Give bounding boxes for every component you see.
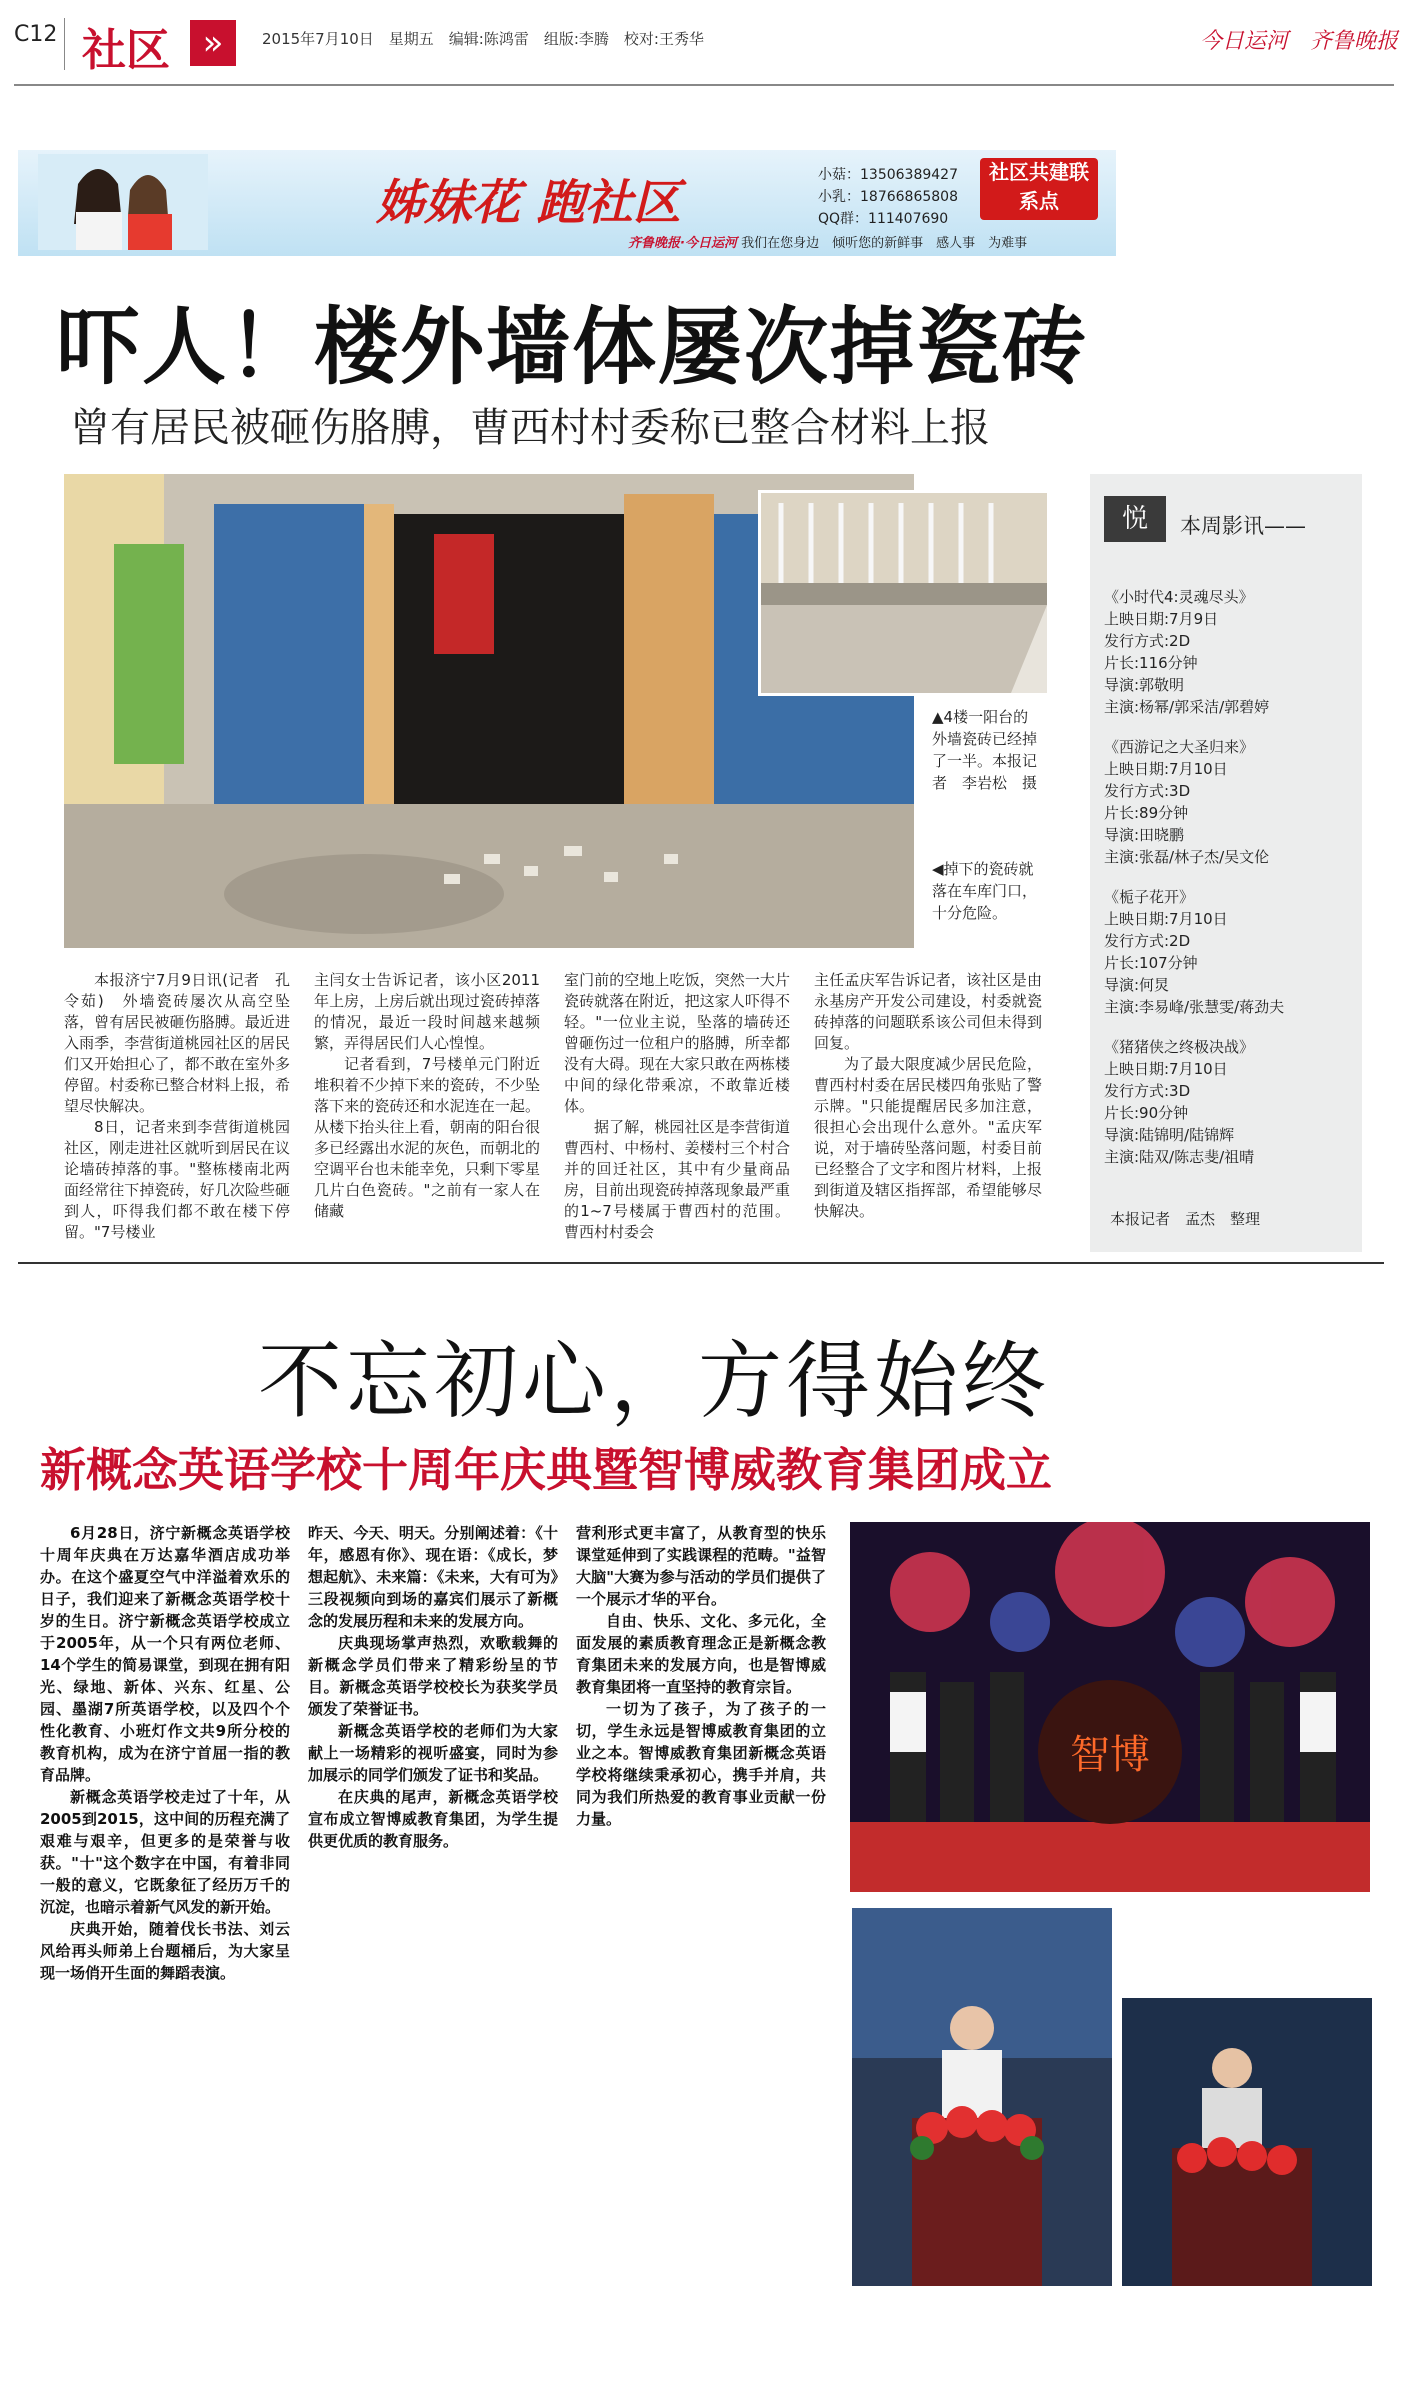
movie-cast: 主演:杨幂/郭采洁/郭碧婷: [1104, 698, 1270, 716]
movie-cast: 主演:李易峰/张慧雯/蒋劲夫: [1104, 998, 1285, 1016]
movie-director: 导演:郭敬明: [1104, 676, 1185, 694]
movie-director: 导演:田晓鹏: [1104, 826, 1185, 844]
movie-item: [1104, 886, 1354, 1018]
paragraph: 室门前的空地上吃饭，突然一大片瓷砖就落在附近，把这家人吓得不轻。"一位业主说，坠落的墙砖还曾砸伤过一位租户的胳膊，所幸都没有大碍。现在大家只敢在两栋楼中间的绿化带乘凉，不敢靠近楼体。: [564, 971, 790, 1115]
movie-date: 上映日期:7月10日: [1104, 1060, 1228, 1078]
paragraph: 庆典现场掌声热烈，欢歌载舞的新概念学员们带来了精彩纷呈的节目。新概念英语学校校长为获奖学员颁发了荣誉证书。: [308, 1634, 558, 1718]
sidebar-title: 本周影讯——: [1180, 514, 1306, 538]
masthead-info: 2015年7月10日 星期五 编辑:陈鸿雷 组版:李腾 校对:王秀华: [262, 30, 704, 48]
second-speaker-photo: [1122, 1998, 1372, 2286]
movie-date: 上映日期:7月9日: [1104, 610, 1219, 628]
banner-slogan-text: 我们在您身边 倾听您的新鲜事 感人事 为难事: [741, 236, 1028, 251]
masthead-divider: [64, 18, 65, 70]
movie-director: 导演:何炅: [1104, 976, 1170, 994]
paragraph: 新概念英语学校走过了十年，从2005到2015，这中间的历程充满了艰难与艰辛，但更多的是荣誉与收获。"十"这个数字在中国，有着非同一般的意义，它既象征了经历万千的沉淀，也暗示着新气风发的新开始。: [40, 1788, 290, 1916]
paragraph: 为了最大限度减少居民危险，曹西村村委在居民楼四角张贴了警示牌。"只能提醒居民多加注意，很担心会出现什么意外。"孟庆军说，对于墙砖坠落问题，村委目前已经整合了文字和图片材料，上报到街道及辖区指挥部，希望能够尽快解决。: [814, 1055, 1042, 1220]
movie-length: 片长:89分钟: [1104, 804, 1189, 822]
paragraph: 据了解，桃园社区是李营街道曹西村、中杨村、姜楼村三个村合并的回迁社区，其中有少量商品房，目前出现瓷砖掉落现象最严重的1~7号楼属于曹西村的范围。曹西村村委会: [564, 1118, 790, 1241]
section-arrow-icon: »: [190, 20, 236, 66]
banner-logo-text: 齐鲁晚报·今日运河: [628, 236, 737, 251]
stage-screen-text: 智博: [1070, 1732, 1150, 1778]
movie-item: [1104, 736, 1354, 868]
paragraph: 新概念英语学校的老师们为大家献上一场精彩的视听盛宴，同时为参加展示的同学们颁发了证书和奖品。: [308, 1722, 558, 1784]
movie-length: 片长:116分钟: [1104, 654, 1198, 672]
movie-item: [1104, 586, 1354, 718]
movie-date: 上映日期:7月10日: [1104, 910, 1228, 928]
sidebar-credit: 本报记者 孟杰 整理: [1110, 1210, 1261, 1228]
paragraph: 主任孟庆军告诉记者，该社区是由永基房产开发公司建设，村委就瓷砖掉落的问题联系该公司但未得到回复。: [814, 971, 1042, 1052]
article2-column-1: [40, 1522, 290, 1984]
banner-contacts: [818, 164, 958, 230]
masthead: [0, 0, 1409, 90]
movie-title: 《栀子花开》: [1104, 888, 1195, 906]
article1-column-1: [64, 970, 290, 1243]
ceremony-stage-photo: [850, 1522, 1370, 1892]
movie-format: 发行方式:3D: [1104, 782, 1191, 800]
page-number: C12: [14, 22, 58, 47]
contact-line: 小菇：13506389427: [818, 167, 958, 183]
movie-cast: 主演:陆双/陈志斐/祖晴: [1104, 1148, 1255, 1166]
movie-length: 片长:90分钟: [1104, 1104, 1189, 1122]
article2-column-2: [308, 1522, 558, 1852]
sisters-photo-icon: [38, 154, 208, 250]
cinema-logo-icon: 悦: [1104, 496, 1166, 542]
article1-column-4: [814, 970, 1042, 1222]
movie-format: 发行方式:2D: [1104, 932, 1191, 950]
movie-title: 《小时代4:灵魂尽头》: [1104, 588, 1254, 606]
sisters-banner: [18, 150, 1116, 256]
paragraph: 主闫女士告诉记者，该小区2011年上房，上房后就出现过瓷砖掉落的情况，最近一段时间越来越频繁，弄得居民们人心惶惶。: [314, 971, 540, 1052]
paragraph: 记者看到，7号楼单元门附近堆积着不少掉下来的瓷砖，不少坠落下来的瓷砖还和水泥连在一起。从楼下抬头往上看，朝南的阳台很多已经露出水泥的灰色，而朝北的空调平台也未能幸免，只剩下零星几片白色瓷砖。"之前有一家人在储藏: [314, 1055, 540, 1220]
article2-subhead: 新概念英语学校十周年庆典暨智博威教育集团成立: [40, 1443, 1052, 1497]
movie-length: 片长:107分钟: [1104, 954, 1198, 972]
paragraph: 本报济宁7月9日讯(记者 孔令茹) 外墙瓷砖屡次从高空坠落，曾有居民被砸伤胳膊。最近进入雨季，李营街道桃园社区的居民们又开始担心了，都不敢在室外多停留。村委称已整合材料上报，希望尽快解决。: [64, 971, 290, 1115]
masthead-brand: 今日运河 齐鲁晚报: [1200, 29, 1399, 54]
banner-badge: 社区共建联系点: [980, 158, 1098, 220]
banner-title: 姊妹花 跑社区: [376, 175, 681, 231]
article2-headline: 不忘初心，方得始终: [258, 1332, 1051, 1430]
article1-subhead: 曾有居民被砸伤胳膊，曹西村村委称已整合材料上报: [70, 405, 990, 451]
paragraph: 6月28日，济宁新概念英语学校十周年庆典在万达嘉华酒店成功举办。在这个盛夏空气中洋溢着欢乐的日子，我们迎来了新概念英语学校十岁的生日。济宁新概念英语学校成立于2005年，从一个只有两位老师、14个学生的简易课堂，到现在拥有阳光、绿地、新体、兴东、红星、公园、墨湖7所英语学校，以及四个个性化教育、小班灯作文共9所分校的教育机构，成为在济宁首屈一指的教育品牌。: [40, 1524, 290, 1784]
photo-caption-balcony: ▲4楼一阳台的外墙瓷砖已经掉了一半。本报记者 李岩松 摄: [932, 708, 1038, 792]
movie-director: 导演:陆锦明/陆锦辉: [1104, 1126, 1235, 1144]
paragraph: 8日，记者来到李营街道桃园社区，刚走进社区就听到居民在议论墙砖掉落的事。"整栋楼南北两面经常往下掉瓷砖，好几次险些砸到人，吓得我们都不敢在楼下停留。"7号楼业: [64, 1118, 290, 1241]
paragraph: 在庆典的尾声，新概念英语学校宣布成立智博威教育集团，为学生提供更优质的教育服务。: [308, 1788, 558, 1850]
movie-cast: 主演:张磊/林子杰/吴文伦: [1104, 848, 1270, 866]
movie-list: [1104, 586, 1354, 1186]
banner-slogan: [628, 232, 1027, 251]
movie-title: 《西游记之大圣归来》: [1104, 738, 1255, 756]
speaker-podium-photo: [852, 1908, 1112, 2286]
paragraph: 自由、快乐、文化、多元化，全面发展的素质教育理念正是新概念教育集团未来的发展方向，也是智博威教育集团将一直坚持的教育宗旨。: [576, 1612, 826, 1696]
article1-column-3: [564, 970, 790, 1243]
article1-headline: 吓人！楼外墙体屡次掉瓷砖: [56, 298, 1089, 396]
article-divider: [18, 1262, 1384, 1264]
movie-format: 发行方式:2D: [1104, 632, 1191, 650]
movie-item: [1104, 1036, 1354, 1168]
paragraph: 一切为了孩子，为了孩子的一切，学生永远是智博威教育集团的立业之本。智博威教育集团新概念英语学校将继续秉承初心，携手并肩，共同为我们所热爱的教育事业贡献一份力量。: [576, 1700, 826, 1828]
article1-column-2: [314, 970, 540, 1222]
section-title: 社区: [82, 25, 170, 76]
contact-line: QQ群：111407690: [818, 211, 949, 227]
paragraph: 庆典开始，随着伐长书法、刘云风给再头师弟上台题桶后，为大家呈现一场俏开生面的舞蹈表演。: [40, 1920, 290, 1982]
movie-title: 《猪猪侠之终极决战》: [1104, 1038, 1255, 1056]
contact-line: 小乳：18766865808: [818, 189, 958, 205]
movie-date: 上映日期:7月10日: [1104, 760, 1228, 778]
masthead-rule: [14, 84, 1394, 86]
paragraph: 营利形式更丰富了，从教育型的快乐课堂延伸到了实践课程的范畴。"益智大脑"大赛为参与活动的学员们提供了一个展示才华的平台。: [576, 1524, 826, 1608]
movie-listings-sidebar: [1090, 474, 1362, 1252]
article2-column-3: [576, 1522, 826, 1830]
photo-caption-garage: ◀掉下的瓷砖就落在车库门口，十分危险。: [932, 860, 1038, 922]
paragraph: 昨天、今天、明天。分别阐述着：《十年，感恩有你》、现在语：《成长，梦想起航》、未来篇：《未来，大有可为》三段视频向到场的嘉宾们展示了新概念的发展历程和未来的发展方向。: [308, 1524, 558, 1630]
balcony-photo: [758, 490, 1050, 696]
movie-format: 发行方式:3D: [1104, 1082, 1191, 1100]
